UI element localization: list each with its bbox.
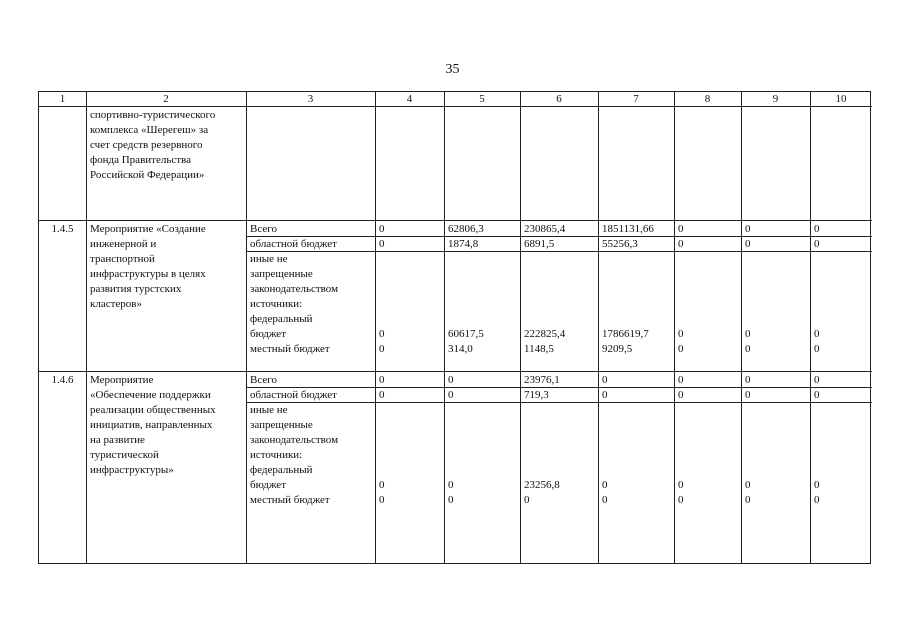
local-value: 0 (602, 494, 608, 506)
measure-name: Мероприятие «Создание инженерной и транспортной инфраструктуры в целях развития турстских кластеров» (90, 223, 206, 310)
total-label: Всего (250, 223, 277, 235)
total-value: 0 (602, 374, 608, 386)
federal-value: 0 (379, 479, 385, 491)
total-value: 0 (448, 374, 454, 386)
column-divider (444, 92, 445, 563)
federal-value: 0 (814, 479, 820, 491)
header-col-2: 2 (163, 93, 169, 105)
local-value: 0 (745, 343, 751, 355)
local-value: 0 (814, 343, 820, 355)
column-divider (741, 92, 742, 563)
federal-value: 222825,4 (524, 328, 566, 340)
total-value: 0 (745, 223, 751, 235)
row-divider (39, 220, 872, 221)
federal-value: 0 (678, 479, 684, 491)
local-value: 0 (379, 343, 385, 355)
column-divider (86, 92, 87, 563)
federal-value: 0 (602, 479, 608, 491)
regional-value: 0 (814, 238, 820, 250)
row-number: 1.4.5 (51, 223, 74, 235)
column-divider (810, 92, 811, 563)
total-value: 0 (379, 223, 385, 235)
regional-value: 719,3 (524, 389, 549, 401)
header-col-7: 7 (633, 93, 639, 105)
federal-value: 0 (379, 328, 385, 340)
regional-value: 0 (379, 238, 385, 250)
regional-value: 0 (814, 389, 820, 401)
measure-name: Мероприятие «Обеспечение поддержки реализации общественных инициатив, направленных на развитие туристической инфраструктуры» (90, 374, 216, 476)
federal-value: 23256,8 (524, 479, 560, 491)
header-col-8: 8 (704, 93, 711, 105)
total-value: 23976,1 (524, 374, 560, 386)
local-label: местный бюджет (250, 343, 330, 355)
regional-value: 0 (745, 238, 751, 250)
federal-value: 0 (814, 328, 820, 340)
local-value: 0 (379, 494, 385, 506)
other-sources-label: иные не запрещенные законодательством источники: федеральный бюджет (250, 253, 339, 340)
column-divider (246, 92, 247, 563)
header-col-5: 5 (479, 93, 485, 105)
local-value: 0 (678, 343, 684, 355)
header-divider (39, 106, 872, 107)
header-col-3: 3 (307, 93, 314, 105)
header-col-6: 6 (556, 93, 562, 105)
row-divider (39, 371, 872, 372)
local-value: 1148,5 (524, 343, 554, 355)
federal-value: 60617,5 (448, 328, 484, 340)
regional-value: 0 (745, 389, 751, 401)
local-value: 0 (448, 494, 454, 506)
regional-value: 1874,8 (448, 238, 479, 250)
regional-label: областной бюджет (250, 389, 337, 401)
regional-value: 55256,3 (602, 238, 638, 250)
regional-value: 0 (379, 389, 385, 401)
column-divider (598, 92, 599, 563)
regional-value: 0 (602, 389, 608, 401)
regional-value: 0 (678, 389, 684, 401)
total-label: Всего (250, 374, 277, 386)
total-value: 0 (745, 374, 751, 386)
other-sources-label: иные не запрещенные законодательством источники: федеральный бюджет (250, 404, 339, 491)
regional-value: 0 (678, 238, 684, 250)
total-value: 0 (678, 374, 684, 386)
total-value: 0 (678, 223, 684, 235)
local-value: 0 (678, 494, 684, 506)
local-value: 0 (524, 494, 530, 506)
header-col-4: 4 (406, 93, 413, 105)
total-value: 230865,4 (524, 223, 566, 235)
total-value: 0 (814, 223, 820, 235)
total-value: 0 (814, 374, 820, 386)
regional-value: 6891,5 (524, 238, 555, 250)
column-divider (674, 92, 675, 563)
regional-label: областной бюджет (250, 238, 337, 250)
regional-value: 0 (448, 389, 454, 401)
local-value: 314,0 (448, 343, 473, 355)
page-number: 35 (445, 62, 460, 77)
federal-value: 0 (448, 479, 454, 491)
total-value: 62806,3 (448, 223, 484, 235)
column-divider (520, 92, 521, 563)
header-col-9: 9 (772, 93, 779, 105)
continuation-text: спортивно-туристического комплекса «Шерегеш» за счет средств резервного фонда Правительства Российской Федерации» (90, 109, 216, 181)
local-label: местный бюджет (250, 494, 330, 506)
federal-value: 0 (678, 328, 684, 340)
row-number: 1.4.6 (51, 374, 74, 386)
local-value: 9209,5 (602, 343, 633, 355)
total-value: 1851131,66 (602, 223, 654, 235)
federal-value: 0 (745, 479, 751, 491)
federal-value: 0 (745, 328, 751, 340)
federal-value: 1786619,7 (602, 328, 649, 340)
column-divider (375, 92, 376, 563)
budget-table (38, 91, 871, 564)
total-value: 0 (379, 374, 385, 386)
local-value: 0 (814, 494, 820, 506)
local-value: 0 (745, 494, 751, 506)
header-col-10: 10 (835, 93, 847, 105)
header-col-1: 1 (59, 93, 66, 105)
